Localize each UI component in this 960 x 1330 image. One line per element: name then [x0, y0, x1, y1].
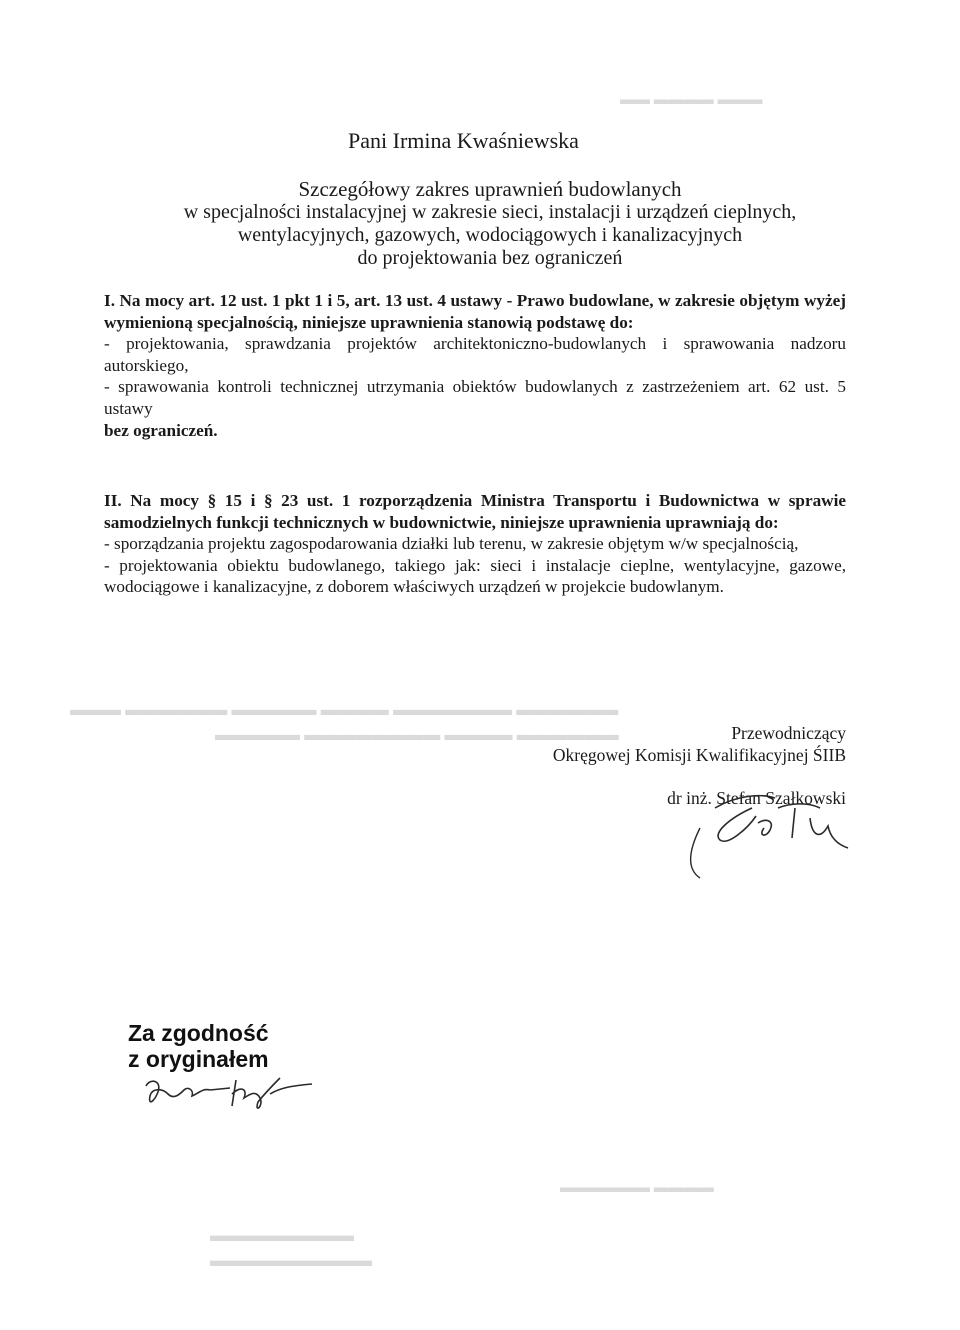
section-one	[104, 290, 846, 441]
signatory-role-line: Okręgowej Komisji Kwalifikacyjnej ŚIIB	[552, 745, 846, 765]
section-one-item: - projektowania, sprawdzania projektów architektoniczno-budowlanych i sprawowania nadzoru autorskiego,	[104, 334, 846, 375]
subject-line: do projektowania bez ograniczeń	[357, 247, 623, 269]
stamp-line: Za zgodność	[128, 1020, 269, 1046]
bleed-through-text: ▬▬▬▬ ▬▬▬▬▬▬	[560, 1180, 714, 1196]
recipient-name: Pani Irmina Kwaśniewska	[348, 128, 579, 153]
section-one-item: - sprawowania kontroli technicznej utrzymania obiektów budowlanych z zastrzeżeniem art. 62 ust. 5 ustawy	[104, 377, 846, 418]
section-one-heading: I. Na mocy art. 12 ust. 1 pkt 1 i 5, art. 13 ust. 4 ustawy - Prawo budowlane, w zakresie objętym wyżej wymienioną specjalnością, niniejsze uprawnienia stanowią podstawę do:	[104, 291, 846, 332]
bleed-through-text: ▬▬▬ ▬▬▬▬ ▬▬	[620, 92, 763, 108]
bleed-through-text: ▬▬▬▬▬▬▬▬	[210, 1225, 354, 1245]
section-two-item: - sporządzania projektu zagospodarowania działki lub terenu, w zakresie objętym w/w specjalnością,	[104, 534, 799, 554]
subject-line: w specjalności instalacyjnej w zakresie sieci, instalacji i urządzeń cieplnych,	[183, 201, 797, 223]
subject-line: wentylacyjnych, gazowych, wodociągowych i kanalizacyjnych	[237, 224, 743, 246]
subject-title: Szczegółowy zakres uprawnień budowlanych	[298, 177, 682, 201]
signatory-role	[553, 722, 846, 766]
bleed-through-text: ▬▬▬▬▬▬ ▬▬▬▬ ▬▬▬▬▬▬▬▬ ▬▬▬▬▬	[215, 725, 619, 744]
certification-stamp	[128, 1020, 269, 1072]
signatory-role-line: Przewodniczący	[731, 723, 846, 743]
section-two-item: - projektowania obiektu budowlanego, takiego jak: sieci i instalacje cieplne, wentylacyjne, gazowe, wodociągowe i kanalizacyjne, z doborem właściwych urządzeń w projekcie budowlanym.	[104, 555, 846, 597]
section-one-closing: bez ograniczeń.	[104, 420, 218, 440]
document-subject	[150, 178, 830, 270]
bleed-through-text: ▬▬▬▬▬▬▬▬▬	[210, 1250, 372, 1270]
section-two-heading: II. Na mocy § 15 i § 23 ust. 1 rozporządzenia Ministra Transportu i Budownictwa w sprawie samodzielnych funkcji technicznych w budownictwie, niniejsze uprawnienia uprawniają do:	[104, 491, 846, 532]
stamp-line: z oryginałem	[128, 1046, 269, 1072]
section-two	[104, 490, 846, 598]
signatory-name: dr inż. Stefan Szałkowski	[667, 788, 846, 808]
certifier-signature	[140, 1072, 320, 1122]
bleed-through-text: ▬▬▬▬▬▬ ▬▬▬▬▬▬▬ ▬▬▬▬ ▬▬▬▬▬ ▬▬▬▬▬▬ ▬▬▬	[70, 700, 619, 719]
handwritten-signature	[660, 778, 860, 888]
